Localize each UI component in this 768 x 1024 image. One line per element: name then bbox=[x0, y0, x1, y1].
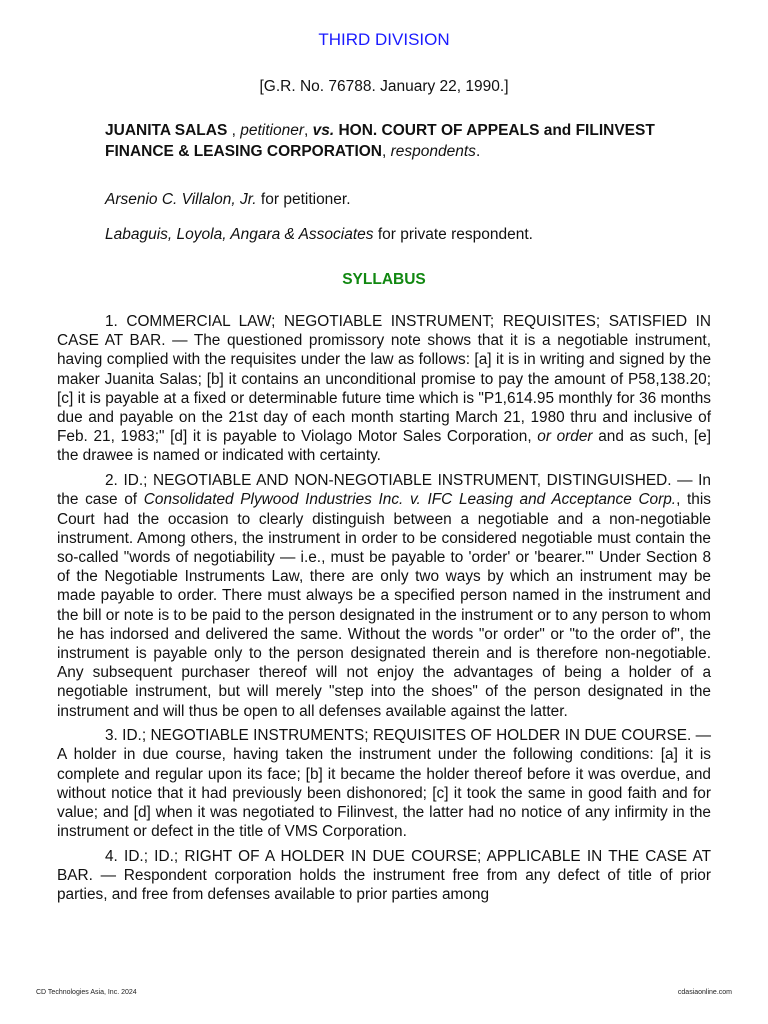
case-caption bbox=[105, 120, 713, 162]
petitioner-name: JUANITA SALAS bbox=[105, 122, 228, 139]
footer-website: cdasiaonline.com bbox=[677, 989, 732, 996]
paragraph-text: , this Court had the occasion to clearly distinguish between a negotiable and a non-negotiable instrument. Among others, the instrument in order to be considered negotiable must contain the so-called "words of negotiability — i.e., must be payable to 'order' or 'bearer.'" Under Section 8 of the Negotiable Instruments Law, there are only two ways by which an instrument may be made payable to order. There must always be a specified person named in the instrument and the bill or note is to be paid to the person designated in the instrument or to any person to whom he has indorsed and delivered the same. Without the words "or order" or "to the order of", the instrument is payable only to the person designated therein and is therefore non-negotiable. Any subsequent purchaser thereof will not enjoy the advantages of being a holder of a negotiable instrument, but will merely "step into the shoes" of the person designated in the instrument and will thus be open to all defenses available against the latter. bbox=[57, 491, 711, 720]
petitioner-counsel: Arsenio C. Villalon, Jr. bbox=[105, 191, 257, 208]
respondent-counsel-line bbox=[105, 226, 713, 244]
case-citation: Consolidated Plywood Industries Inc. v. IFC Leasing and Acceptance Corp. bbox=[143, 491, 677, 509]
syllabus-heading: SYLLABUS bbox=[342, 271, 426, 288]
petitioner-role: petitioner bbox=[240, 122, 304, 139]
paragraph-text: 2. ID.; NEGOTIABLE AND NON-NEGOTIABLE INSTRUMENT, DISTINGUISHED. — In the case of bbox=[57, 472, 711, 509]
syllabus-paragraph-2 bbox=[57, 471, 711, 721]
footer-publisher: CD Technologies Asia, Inc. 2024 bbox=[36, 989, 137, 996]
caption-comma: , bbox=[303, 122, 313, 139]
caption-comma-2: , bbox=[382, 143, 391, 160]
syllabus-paragraph-1 bbox=[57, 312, 711, 466]
caption-separator: , bbox=[227, 122, 241, 139]
petitioner-counsel-line bbox=[105, 191, 713, 209]
syllabus-paragraph-3: 3. ID.; NEGOTIABLE INSTRUMENTS; REQUISITES OF HOLDER IN DUE COURSE. — A holder in due course, having taken the instrument under the following conditions: [a] it is complete and regular upon its face; [b] it became the holder thereof before it was overdue, and without notice that it had previously been dishonored; [c] it took the same in good faith and for value; and [d] when it was negotiated to Filinvest, the latter had no notice of any infirmity in the instrument or defect in the title of VMS Corporation. bbox=[57, 727, 711, 841]
respondent-counsel-suffix: for private respondent. bbox=[373, 226, 533, 243]
syllabus-paragraph-4: 4. ID.; ID.; RIGHT OF A HOLDER IN DUE COURSE; APPLICABLE IN THE CASE AT BAR. — Respondent corporation holds the instrument free from any defect of title of prior parties, and free from defenses available to prior parties among bbox=[57, 847, 711, 904]
caption-period: . bbox=[475, 143, 481, 160]
paragraph-emphasis: or order bbox=[537, 428, 593, 446]
paragraph-text: 1. COMMERCIAL LAW; NEGOTIABLE INSTRUMENT; REQUISITES; SATISFIED IN CASE AT BAR. — The questioned promissory note shows that it is a negotiable instrument, having complied with the requisites under the law as follows: [a] it is in writing and signed by the maker Juanita Salas; [b] it contains an unconditional promise to pay the amount of P58,138.20; [c] it is payable at a fixed or determinable future time which is "P1,614.95 monthly for 36 months due and payable on the 21st day of each month starting March 21, 1980 thru and inclusive of Feb. 21, 1983;" [d] it is payable to Violago Motor Sales Corporation, bbox=[57, 313, 711, 446]
respondent-role: respondents bbox=[390, 143, 476, 160]
case-number: [G.R. No. 76788. January 22, 1990.] bbox=[259, 78, 509, 95]
versus-label: vs. bbox=[312, 122, 335, 139]
respondent-names: HON. COURT OF APPEALS and FILINVEST FINANCE & LEASING CORPORATION bbox=[105, 122, 655, 160]
respondent-counsel: Labaguis, Loyola, Angara & Associates bbox=[105, 226, 374, 243]
paragraph-text: and as such, [e] the drawee is named or indicated with certainty. bbox=[57, 428, 712, 465]
petitioner-counsel-suffix: for petitioner. bbox=[256, 191, 351, 208]
division-heading: THIRD DIVISION bbox=[318, 30, 450, 49]
syllabus-body bbox=[57, 312, 711, 910]
